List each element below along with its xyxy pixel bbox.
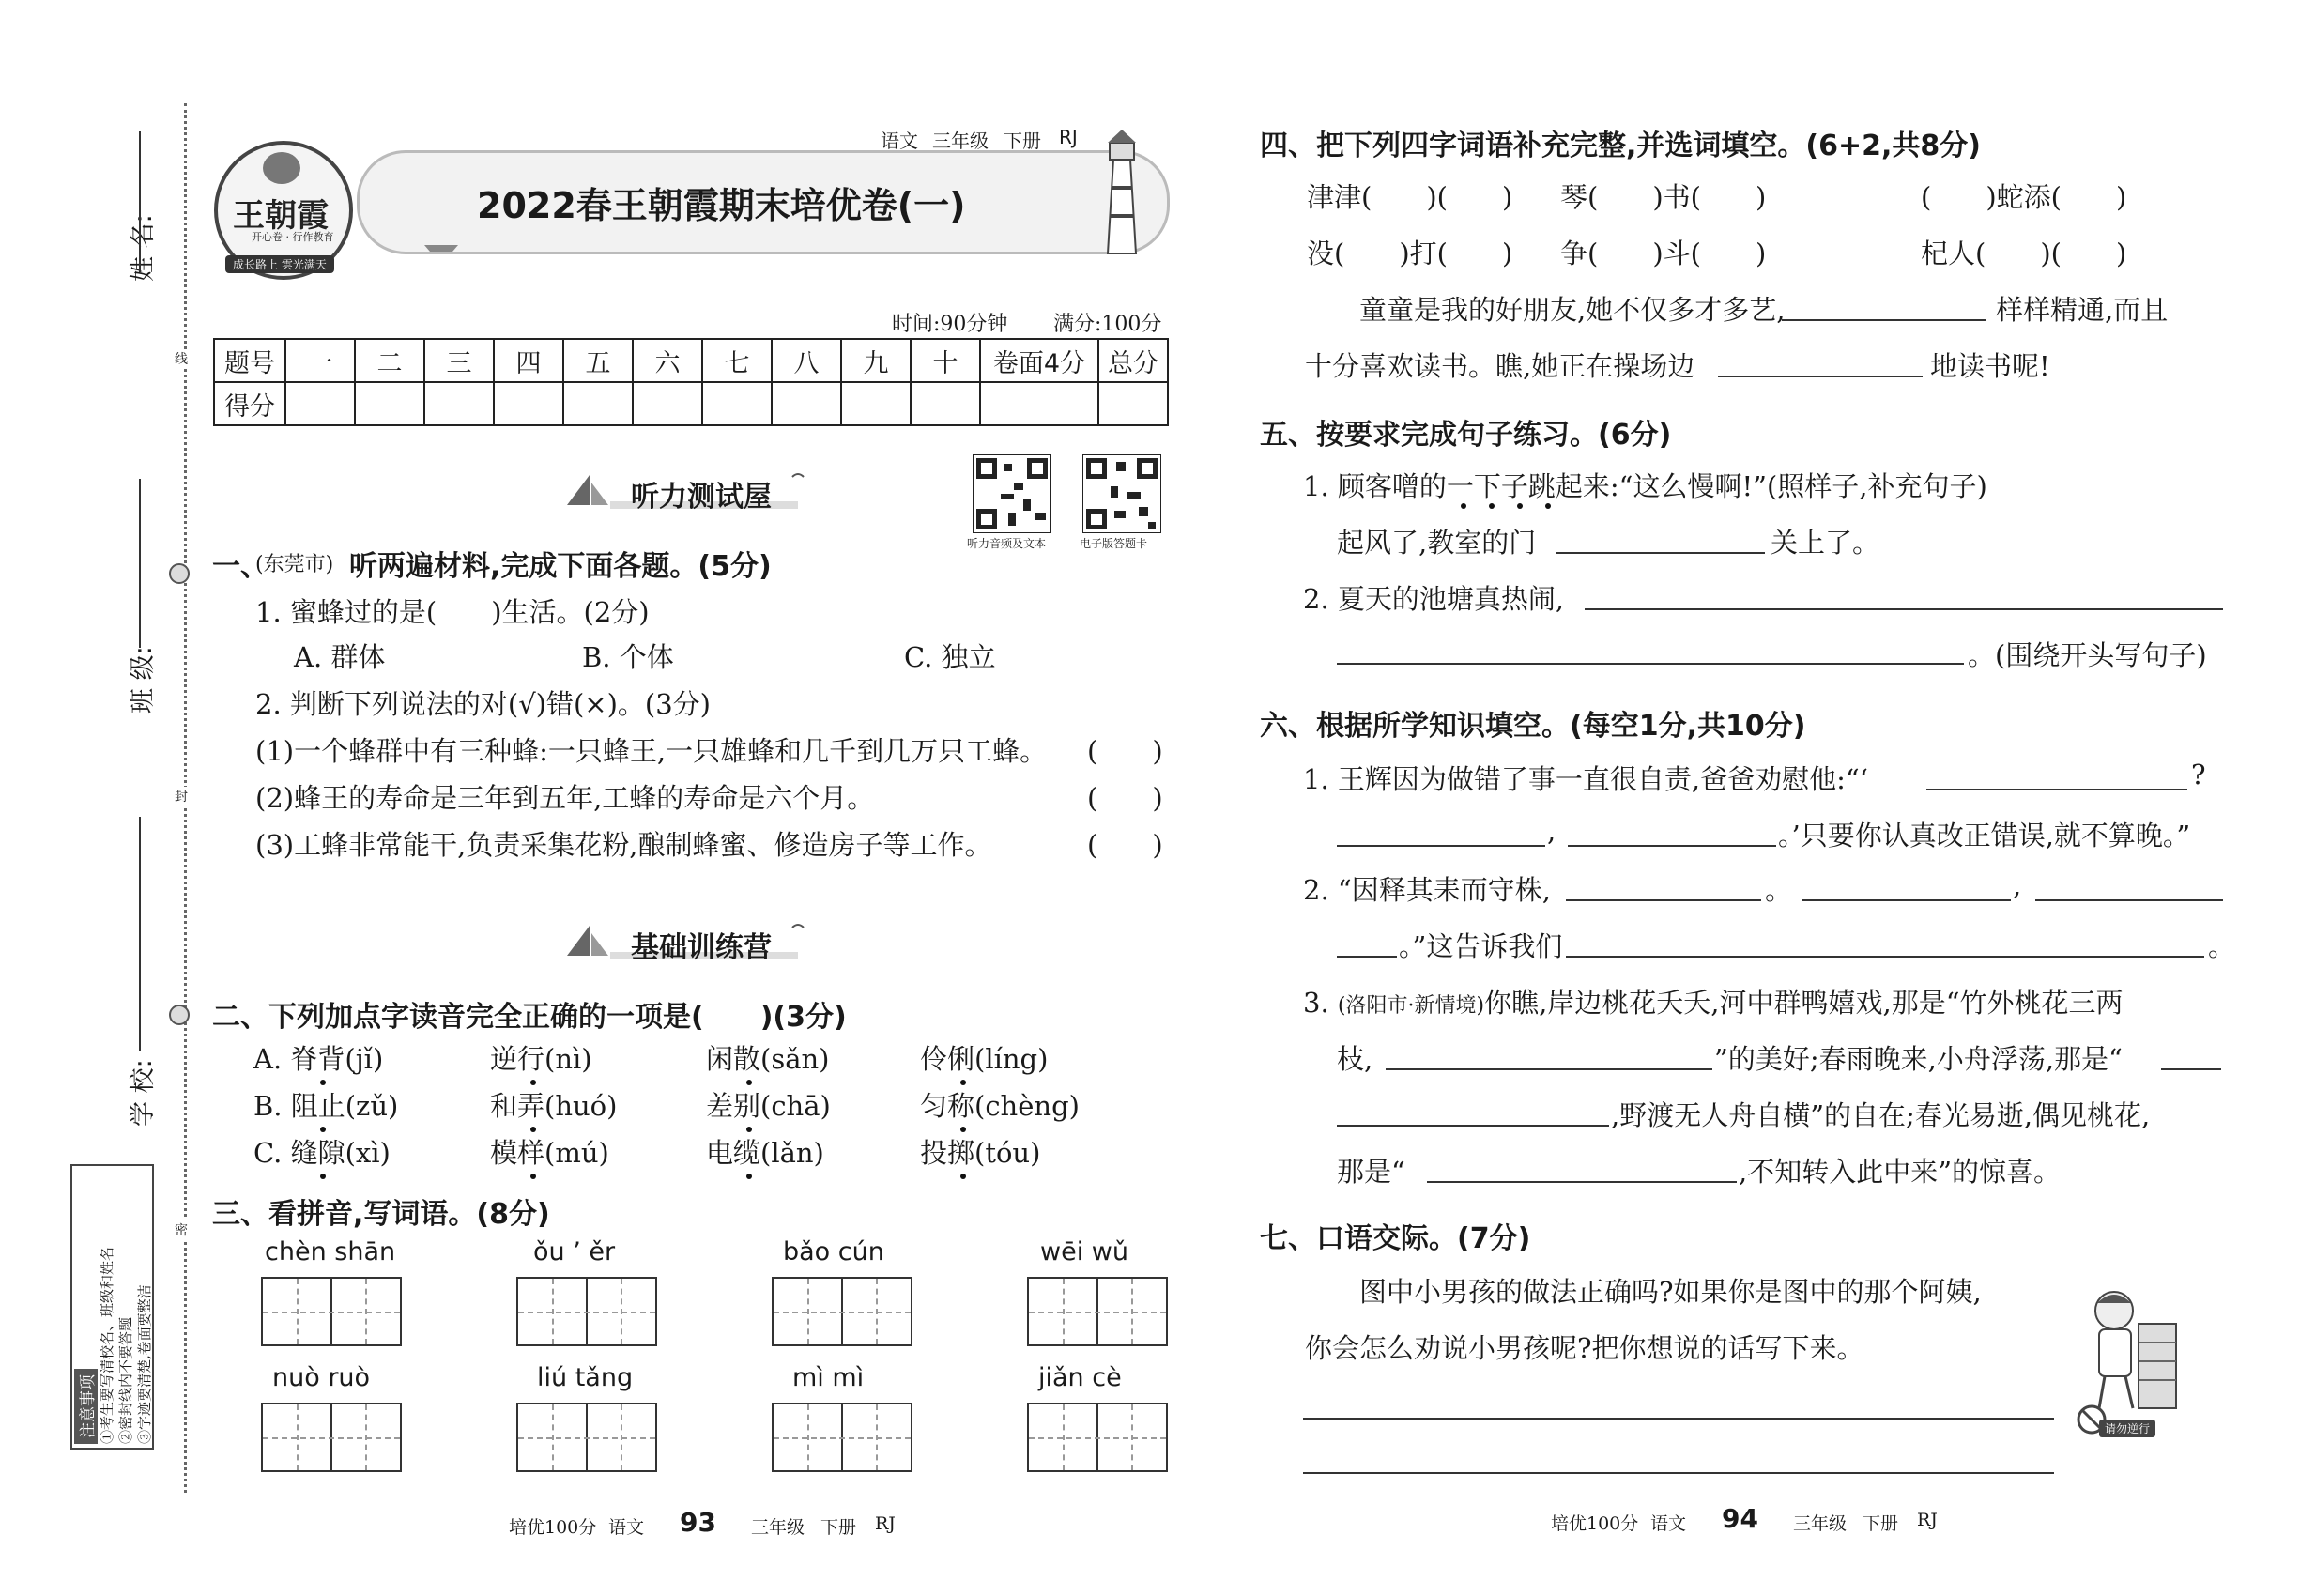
portrait-icon: [263, 152, 300, 184]
writing-grid[interactable]: [1027, 1403, 1168, 1472]
answer-line[interactable]: [1337, 1123, 1609, 1127]
page-number: 93: [680, 1507, 716, 1538]
paragraph-text: 地读书呢!: [1930, 350, 2050, 382]
option-c[interactable]: C. 缝隙(xì): [253, 1137, 391, 1169]
pinyin: ǒu ’ ěr: [533, 1237, 616, 1266]
word: 电缆(lǎn): [706, 1137, 824, 1169]
word: 匀称(chèng): [920, 1090, 1080, 1122]
emphasis-dot: [320, 1080, 326, 1085]
question-number: 一、: [212, 550, 268, 583]
score-table-score-row: [214, 382, 1168, 425]
answer-line[interactable]: [1303, 1416, 2054, 1420]
answer-line[interactable]: [1802, 898, 2011, 901]
answer-line[interactable]: [1585, 606, 2223, 610]
emphasis-dot: [960, 1127, 966, 1132]
score-cell: 一: [285, 339, 355, 382]
footer-text: RJ: [875, 1513, 896, 1534]
brand-sub: 开心卷 · 行作教育: [252, 231, 334, 243]
score-cell: 四: [494, 339, 563, 382]
word: 逆行(nì): [490, 1043, 592, 1075]
ship-icon: [422, 239, 460, 253]
footer-text: 下册: [820, 1517, 857, 1538]
sentence-text: 起风了,教室的门: [1337, 527, 1537, 559]
answer-line[interactable]: [1568, 843, 1776, 847]
brand-ribbon: 成长路上 雲光满天: [225, 255, 334, 273]
pinyin: jiǎn cè: [1038, 1363, 1122, 1392]
fill-text: ,: [2013, 869, 2022, 901]
score-input[interactable]: [980, 382, 1098, 425]
emphasis-dot: [320, 1174, 326, 1179]
qr-caption: 听力音频及文本: [967, 537, 1047, 550]
scissors-icon: [169, 563, 190, 584]
word: 模样(mú): [490, 1137, 609, 1169]
paragraph-text: 样样精通,而且: [1996, 294, 2169, 326]
emphasis-dot: [1489, 503, 1495, 509]
sub-question: 2. 判断下列说法的对(√)错(×)。(3分): [255, 688, 712, 720]
score-input[interactable]: [494, 382, 563, 425]
school-field[interactable]: [139, 817, 141, 1051]
emphasis-dot: [746, 1174, 752, 1179]
score-cell: 十: [911, 339, 980, 382]
header-tag: RJ: [1059, 126, 1078, 148]
emphasis-dot: [530, 1080, 536, 1085]
score-cell: 六: [633, 339, 702, 382]
word: 和弄(huó): [490, 1090, 618, 1122]
emphasis-dot: [530, 1174, 536, 1179]
footer-text: 培优100分: [509, 1517, 597, 1538]
qr-caption: 电子版答题卡: [1080, 537, 1148, 550]
option-b[interactable]: B. 阻止(zǔ): [253, 1090, 399, 1122]
score-table-header-row: [214, 339, 1168, 382]
paragraph-text: 童童是我的好朋友,她不仅多才多艺,: [1359, 294, 1786, 326]
option[interactable]: B. 个体: [582, 641, 674, 673]
question-region: (洛阳市·新情境): [1337, 994, 1485, 1018]
emphasis-dot: [746, 1080, 752, 1085]
page-number: 94: [1722, 1503, 1758, 1534]
option[interactable]: C. 独立: [904, 641, 996, 673]
qr-code-icon[interactable]: [1082, 454, 1161, 533]
fill-text: 。’只要你认真改正错误,就不算晚。”: [1778, 820, 2191, 852]
idiom-blank[interactable]: 杞人( )( ): [1921, 238, 2127, 269]
score-input[interactable]: [563, 382, 633, 425]
score-input[interactable]: [841, 382, 911, 425]
emphasis-dot: [320, 1127, 326, 1132]
score-input[interactable]: [285, 382, 355, 425]
question-stem: 四、把下列四字词语补充完整,并选词填空。(6+2,共8分): [1260, 130, 1981, 162]
school-label: 学 校:: [129, 1059, 158, 1127]
score-cell: 得分: [214, 382, 285, 425]
footer-text: RJ: [1917, 1510, 1938, 1530]
name-field[interactable]: [139, 131, 141, 272]
sentence-text: 。(围绕开头写句子): [1968, 639, 2207, 671]
footer-text: 语文: [608, 1517, 645, 1538]
paragraph-text: 图中小男孩的做法正确吗?如果你是图中的那个阿姨,: [1359, 1276, 1982, 1308]
score-input[interactable]: [702, 382, 772, 425]
sign-label: 请勿逆行: [2099, 1420, 2155, 1437]
notice-title: 注意事项: [74, 1369, 98, 1444]
pinyin: mì mì: [792, 1363, 865, 1392]
emphasis-dot: [960, 1080, 966, 1085]
sentence-text: 关上了。: [1771, 527, 1880, 559]
judge-item: (2)蜂王的寿命是三年到五年,工蜂的寿命是六个月。: [255, 782, 875, 814]
answer-line[interactable]: [2161, 1067, 2221, 1070]
header-tag: 语文: [881, 130, 918, 152]
writing-grid[interactable]: [772, 1403, 912, 1472]
answer-line[interactable]: [1926, 787, 2187, 790]
pinyin: nuò ruò: [272, 1363, 371, 1392]
score-input[interactable]: [355, 382, 424, 425]
answer-line[interactable]: [1386, 1067, 1712, 1070]
section-title: 听力测试屋: [631, 481, 772, 514]
answer-line[interactable]: [1303, 1470, 2054, 1474]
footer-text: 语文: [1650, 1513, 1687, 1534]
fill-text: 1. 王辉因为做错了事一直很自责,爸爸劝慰他:“‘: [1303, 763, 1868, 795]
header-tag: 三年级: [932, 130, 989, 152]
pinyin: chèn shān: [265, 1237, 396, 1266]
fill-text: 3. (洛阳市·新情境)你瞧,岸边桃花夭夭,河中群鸭嬉戏,那是“竹外桃花三两: [1303, 987, 2124, 1019]
answer-paren[interactable]: ( ): [1087, 735, 1163, 767]
emphasis-dot: [960, 1174, 966, 1179]
score-cell: 七: [702, 339, 772, 382]
footer-text: 下册: [1863, 1513, 1899, 1534]
paragraph-text: 十分喜欢读书。瞧,她正在操场边: [1305, 350, 1695, 382]
score-input[interactable]: [1098, 382, 1168, 425]
answer-paren[interactable]: ( ): [1087, 829, 1163, 861]
notice-item: ①考生要写清校名、班级和姓名: [99, 1246, 115, 1444]
qr-code-icon[interactable]: [973, 454, 1051, 533]
brand-logo: [214, 141, 353, 280]
seal-char: 线: [175, 349, 188, 368]
pinyin: liú tǎng: [537, 1363, 634, 1392]
writing-grid[interactable]: [1027, 1277, 1168, 1346]
answer-line[interactable]: [1337, 661, 1964, 665]
writing-grid[interactable]: [516, 1403, 657, 1472]
word: 伶俐(líng): [920, 1043, 1049, 1075]
footer-text: 三年级: [751, 1517, 805, 1538]
question-region: (东莞市): [255, 553, 334, 576]
score-info: 满分:100分: [1053, 313, 1162, 336]
header-tag: 下册: [1004, 130, 1041, 152]
fill-text: ?: [2191, 759, 2206, 790]
option[interactable]: A. 群体: [294, 641, 386, 673]
idiom-blank[interactable]: 琴( )书( ): [1560, 181, 1767, 213]
word: 投掷(tóu): [920, 1137, 1041, 1169]
score-input[interactable]: [633, 382, 702, 425]
footer-text: 三年级: [1793, 1513, 1848, 1534]
brand-name: 王朝霞: [233, 197, 329, 235]
question-stem: 听两遍材料,完成下面各题。(5分): [349, 550, 772, 583]
question-stem: 六、根据所学知识填空。(每空1分,共10分): [1260, 710, 1806, 743]
question-stem: 三、看拼音,写词语。(8分): [212, 1198, 550, 1231]
judge-item: (3)工蜂非常能干,负责采集花粉,酿制蜂蜜、修造房子等工作。: [255, 829, 992, 861]
answer-line[interactable]: [1782, 317, 1986, 321]
score-cell: 卷面4分: [980, 339, 1098, 382]
score-input[interactable]: [911, 382, 980, 425]
name-label: 姓 名:: [129, 214, 158, 282]
time-info: 时间:90分钟: [892, 313, 1008, 336]
question-stem: 二、下列加点字读音完全正确的一项是( )(3分): [212, 1001, 847, 1034]
answer-line[interactable]: [2035, 898, 2223, 901]
answer-line[interactable]: [1556, 550, 1765, 554]
class-field[interactable]: [139, 479, 141, 648]
score-cell: 总分: [1098, 339, 1168, 382]
sub-question: 1. 蜜蜂过的是( )生活。(2分): [255, 596, 650, 628]
scissors-icon: [169, 1005, 190, 1025]
idiom-blank[interactable]: 津津( )( ): [1307, 181, 1513, 213]
score-table: [213, 338, 1169, 426]
fill-text: 你瞧,岸边桃花夭夭,河中群鸭嬉戏,那是“竹外桃花三两: [1484, 987, 2124, 1019]
notice-item: ②密封线内不要答题: [117, 1316, 134, 1444]
fill-text: ,不知转入此中来”的惊喜。: [1739, 1156, 2062, 1188]
answer-line[interactable]: [1566, 954, 2204, 958]
pinyin: bǎo cún: [783, 1237, 884, 1266]
score-cell: 三: [424, 339, 494, 382]
lighthouse-icon: [1080, 122, 1164, 263]
section-title: 基础训练营: [631, 931, 772, 964]
answer-line[interactable]: [1718, 374, 1923, 377]
fill-text: 。: [2208, 930, 2236, 962]
word: 闲散(sǎn): [706, 1043, 830, 1075]
notice-box: [70, 1164, 154, 1450]
idiom-blank[interactable]: ( )蛇添( ): [1921, 181, 2127, 213]
score-cell: 题号: [214, 339, 285, 382]
fill-text: ,野渡无人舟自横”的自在;春光易逝,偶见桃花,: [1611, 1099, 2151, 1131]
emphasis-dot: [1461, 503, 1466, 509]
writing-grid[interactable]: [772, 1277, 912, 1346]
fill-text: 2. “因释其耒而守株,: [1303, 874, 1551, 906]
idiom-blank[interactable]: 没( )打( ): [1307, 238, 1513, 269]
page-title: 2022春王朝霞期末培优卷(一): [477, 185, 966, 226]
emphasis-dot: [530, 1127, 536, 1132]
answer-line[interactable]: [1337, 843, 1545, 847]
fill-text: 枝,: [1337, 1043, 1373, 1075]
word: 差别(chā): [706, 1090, 831, 1122]
question-stem: 五、按要求完成句子练习。(6分): [1260, 419, 1672, 452]
fill-text: ,: [1547, 815, 1556, 847]
judge-item: (1)一个蜂群中有三种蜂:一只蜂王,一只雄蜂和几千到几万只工蜂。: [255, 735, 1048, 767]
score-cell: 九: [841, 339, 911, 382]
fill-text: 那是“: [1337, 1156, 1405, 1188]
score-input[interactable]: [424, 382, 494, 425]
footer-text: 培优100分: [1551, 1513, 1639, 1534]
pinyin: wēi wǔ: [1040, 1237, 1128, 1266]
sentence-task: 1. 顾客噌的一下子跳起来:“这么慢啊!”(照样子,补充句子): [1303, 470, 1987, 502]
answer-paren[interactable]: ( ): [1087, 782, 1163, 814]
answer-line[interactable]: [1566, 898, 1761, 901]
emphasis-dot: [1517, 503, 1523, 509]
writing-grid[interactable]: [261, 1403, 402, 1472]
score-cell: 二: [355, 339, 424, 382]
score-input[interactable]: [772, 382, 841, 425]
illustration-boy-and-woman: [2065, 1286, 2197, 1436]
fill-text: ”的美好;春雨晚来,小舟浮荡,那是“: [1714, 1043, 2123, 1075]
paragraph-text: 你会怎么劝说小男孩呢?把你想说的话写下来。: [1305, 1332, 1864, 1364]
writing-grid[interactable]: [516, 1277, 657, 1346]
score-cell: 五: [563, 339, 633, 382]
seal-char: 封: [175, 787, 188, 806]
emphasis-dot: [746, 1127, 752, 1132]
idiom-blank[interactable]: 争( )斗( ): [1560, 238, 1767, 269]
answer-line[interactable]: [1337, 954, 1397, 958]
seal-char: 密: [175, 1220, 188, 1239]
writing-grid[interactable]: [261, 1277, 402, 1346]
fill-text: 。”这告诉我们: [1399, 930, 1563, 962]
class-label: 班 级:: [129, 646, 158, 714]
score-cell: 八: [772, 339, 841, 382]
option-a[interactable]: A. 脊背(jǐ): [253, 1043, 384, 1075]
fill-text: 。: [1765, 874, 1793, 906]
sentence-task: 2. 夏天的池塘真热闹,: [1303, 583, 1565, 615]
answer-line[interactable]: [1427, 1179, 1737, 1183]
notice-item: ③字迹要清楚,卷面要整洁: [136, 1284, 153, 1444]
emphasis-dot: [1545, 503, 1551, 509]
question-stem: 七、口语交际。(7分): [1260, 1222, 1531, 1255]
